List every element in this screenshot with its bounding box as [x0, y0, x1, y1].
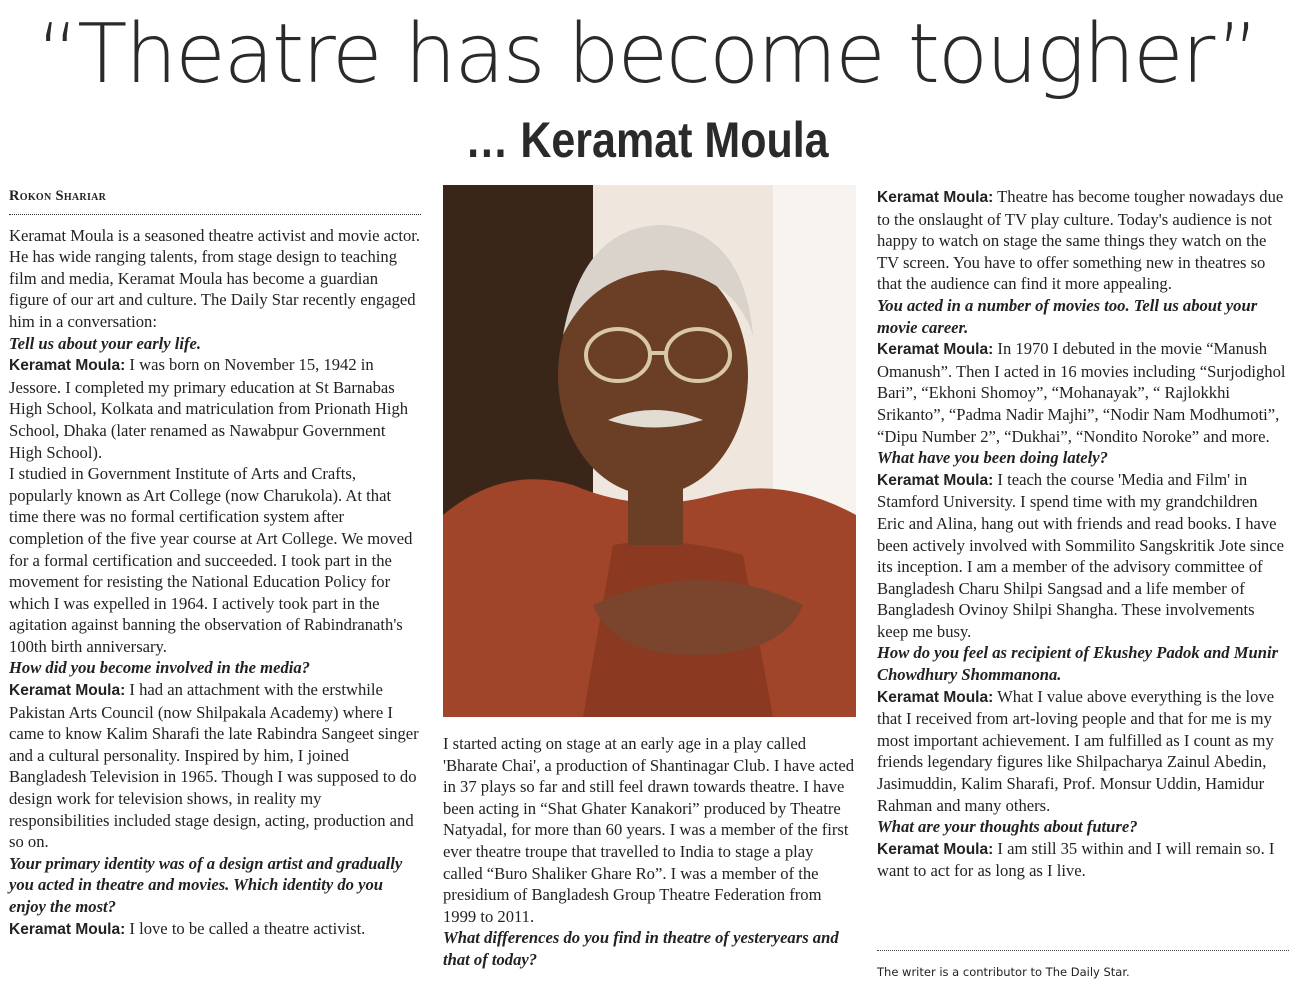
answer-text: Theatre has become tougher nowadays due to the onslaught of TV play culture. Today's audience is not happy to watch on stage the same things they watch on the TV screen. You have to offer something new in theatres so that the audience can find it more appealing. [877, 187, 1284, 294]
answer [877, 186, 1289, 295]
answer-text: I teach the course 'Media and Film' in Stamford University. I spend time with my grandchildren Eric and Alina, hang out with friends and read books. I have been actively involved with Sommilito Sangskritik Jote since its inception. I am a member of the advisory committee of Bangladesh Charu Shilpi Sangsad and a life member of Bangladesh Ovinoy Shilpi Shangha. These involvements keep me busy. [877, 469, 1284, 641]
answer-text: I love to be called a theatre activist. [125, 918, 366, 938]
speaker-label: Keramat Moula: [9, 682, 126, 700]
speaker-label: Keramat Moula: [877, 840, 994, 858]
answer [9, 918, 421, 941]
answer [9, 354, 421, 463]
question: What have you been doing lately? [877, 448, 1108, 468]
question: How do you feel as recipient of Ekushey Padok and Munir Chowdhury Shommanona. [877, 643, 1279, 685]
speaker-label: Keramat Moula: [877, 189, 994, 206]
paragraph: Keramat Moula is a seasoned theatre activist and movie actor. He has wide ranging talents, from stage design to teaching film and media, Keramat Moula has become a guardian figure of our art and culture. The Daily Star recently engaged him in a conversation: [9, 225, 421, 331]
question: Tell us about your early life. [9, 333, 202, 353]
speaker-label: Keramat Moula: [877, 341, 994, 359]
question: What are your thoughts about future? [877, 817, 1138, 837]
question: You acted in a number of movies too. Tell us about your movie career. [877, 295, 1258, 337]
question: What differences do you find in theatre of yesteryears and that of today? [443, 928, 839, 969]
headline: “Theatre has become tougher” [36, 7, 1258, 102]
answer-text: I am still 35 within and I will remain so. I want to act for as long as I live. [877, 838, 1275, 881]
answer [877, 338, 1289, 447]
answer [877, 469, 1289, 643]
column-1-body [9, 225, 421, 941]
paragraph: I started acting on stage at an early age in a play called 'Bharate Chai', a production of Shantinagar Club. I have acted in 37 plays so far and still feel drawn towards theatre. I have been acting in “Shat Ghater Kanakori” produced by Theatre Natyadal, for more than 60 years. I was a member of the first ever theatre troupe that travelled to India to stage a play called “Buro Shaliker Ghare Ro”. I was a member of the presidium of Bangladesh Group Theatre Federation from 1999 to 2011. [443, 734, 855, 926]
answer-text: I was born on November 15, 1942 in Jessore. I completed my primary education at St Barnabas High School, Kolkata and matriculation from Prionath High School, Dhaka (later renamed as Nawabpur Government High School). [9, 355, 409, 462]
portrait-illustration [443, 185, 856, 717]
answer-text: What I value above everything is the love that I received from art-loving people and that for me is my most important achievement. I am fulfilled as I count as my friends legendary figures like Shilpacharya Zainul Abedin, Jasimuddin, Kalim Sharafi, Prof. Monsur Uddin, Hamidur Rahman and many others. [877, 686, 1275, 815]
speaker-label: Keramat Moula: [9, 357, 126, 375]
portrait-photo [443, 185, 856, 717]
speaker-label: Keramat Moula: [9, 920, 126, 938]
column-2-body [443, 733, 855, 971]
column-1 [9, 186, 421, 940]
answer-text: In 1970 I debuted in the movie “Manush Omanush”. Then I acted in 16 movies including “Surjodighol Bari”, “Ekhoni Shomoy”, “Mohanayak”, “ Rajlokkhi Srikanto”, “Padma Nadir Majhi”, “Nodir Nam Modhumoti”, “Dipu Number 2”, “Dukhai”, “Nondito Noroke” and more. [877, 339, 1286, 446]
footnote: The writer is a contributor to The Daily Star. [877, 965, 1130, 979]
question: How did you become involved in the media? [9, 658, 310, 678]
column-3-body [877, 186, 1289, 882]
answer [877, 838, 1289, 882]
question: Your primary identity was of a design artist and gradually you acted in theatre and movies. Which identity do you enjoy the most? [9, 853, 403, 916]
byline-divider [9, 212, 421, 215]
answer [877, 686, 1289, 817]
speaker-label: Keramat Moula: [877, 688, 994, 706]
column-2 [443, 733, 855, 971]
speaker-label: Keramat Moula: [877, 471, 994, 489]
footnote-divider [877, 950, 1289, 951]
paragraph: I studied in Government Institute of Arts and Crafts, popularly known as Art College (now Charukola). At that time there was no formal certification system after completion of the five year course at Art College. We moved for a formal certification and succeeded. I took part in the movement for resisting the National Education Policy for which I was expelled in 1964. I actively took part in the agitation against banning the observation of Rabindranath's 100th birth anniversary. [9, 464, 413, 656]
answer [9, 679, 421, 853]
subheadline: … Keramat Moula [465, 112, 829, 168]
answer-text: I had an attachment with the erstwhile Pakistan Arts Council (now Shilpakala Academy) where I came to know Kalim Sharafi the late Rabindra Sangeet singer and a cultural personality. Inspired by him, I joined Bangladesh Television in 1965. Though I was supposed to do design work for television shows, in reality my responsibilities included stage design, acting, production and so on. [9, 680, 419, 852]
column-3 [877, 186, 1289, 882]
byline: Rokon Shariar [9, 188, 107, 204]
